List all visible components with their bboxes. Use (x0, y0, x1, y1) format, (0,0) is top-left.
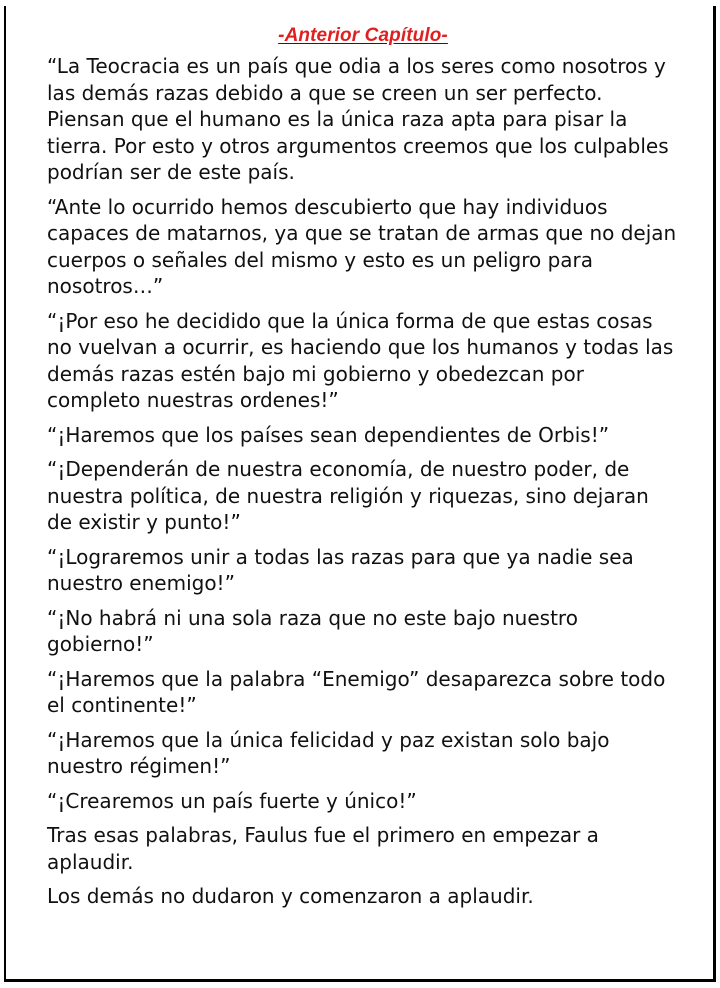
paragraph-6: “¡Lograremos unir a todas las razas para que ya nadie sea nuestro enemigo!” (47, 544, 634, 595)
paragraph-10: “¡Crearemos un país fuerte y único!” (47, 788, 417, 813)
document-body (47, 24, 679, 918)
paragraph-9: “¡Haremos que la única felicidad y paz existan solo bajo nuestro régimen!” (47, 727, 610, 778)
paragraph-3: “¡Por eso he decidido que la única forma de que estas cosas no vuelvan a ocurrir, es haciendo que los humanos y todas las demás razas estén bajo mi gobierno y obedezcan por completo nuestras ordenes!” (47, 308, 674, 412)
paragraph-7: “¡No habrá ni una sola raza que no este bajo nuestro gobierno!” (47, 605, 578, 656)
paragraph-12: Los demás no dudaron y comenzaron a aplaudir. (47, 884, 534, 908)
paragraph-5: “¡Dependerán de nuestra economía, de nuestro poder, de nuestra política, de nuestra religión y riquezas, sino dejaran de existir y punto!” (47, 457, 649, 534)
paragraph-1: “La Teocracia es un país que odia a los seres como nosotros y las demás razas debido a que se creen un ser perfecto. Piensan que el humano es la única raza apta para pisar la tierra. Por esto y otros argumentos creemos que los culpables podrían ser de este país. (47, 54, 669, 184)
paragraph-2: “Ante lo ocurrido hemos descubierto que hay individuos capaces de matarnos, ya que se tratan de armas que no dejan cuerpos o señales del mismo y esto es un peligro para nosotros…” (47, 194, 677, 298)
paragraph-4: “¡Haremos que los países sean dependientes de Orbis!” (47, 422, 610, 447)
paragraph-8: “¡Haremos que la palabra “Enemigo” desaparezca sobre todo el continente!” (47, 666, 666, 717)
chapter-title: -Anterior Capítulo- (278, 25, 448, 46)
paragraph-11: Tras esas palabras, Faulus fue el primero en empezar a aplaudir. (47, 823, 599, 874)
